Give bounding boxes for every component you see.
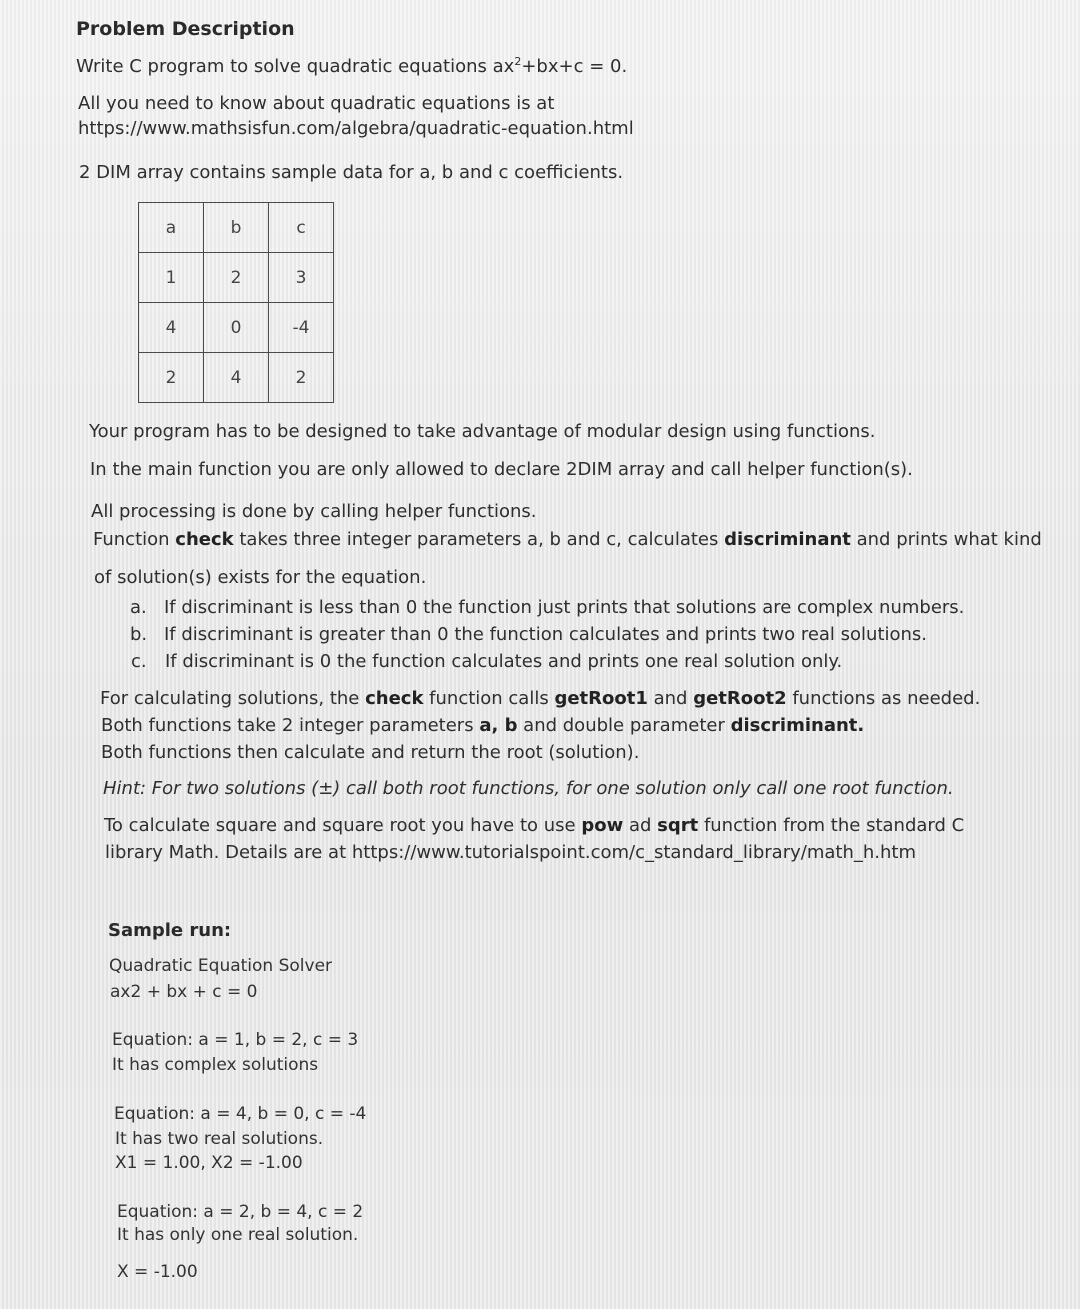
getroot1-keyword: getRoot1 xyxy=(554,688,648,709)
header-a: a xyxy=(139,203,204,253)
check-text: Function xyxy=(93,529,176,550)
equation-1: Equation: a = 1, b = 2, c = 3 xyxy=(112,1030,359,1050)
list-item xyxy=(130,624,927,645)
roots-description xyxy=(100,688,980,709)
table-row xyxy=(139,303,334,353)
solver-formula: ax2 + bx + c = 0 xyxy=(110,982,258,1002)
list-text: If discriminant is 0 the function calculates and prints one real solution only. xyxy=(165,651,843,672)
list-marker: c. xyxy=(131,651,147,672)
table-row xyxy=(139,253,334,303)
check-text: and prints what kind xyxy=(850,529,1042,550)
table-cell: 4 xyxy=(204,353,269,403)
roots-text: and xyxy=(647,688,694,709)
table-cell: 0 xyxy=(204,303,269,353)
solver-title: Quadratic Equation Solver xyxy=(109,956,333,976)
math-library-link[interactable]: library Math. Details are at https://www.tutorialspoint.com/c_standard_library/math_h.htm xyxy=(105,842,916,863)
list-item xyxy=(130,597,964,618)
equation-3-result: It has only one real solution. xyxy=(117,1225,359,1245)
task-line xyxy=(76,55,627,77)
table-cell: 1 xyxy=(139,253,204,303)
getroot2-keyword: getRoot2 xyxy=(693,688,787,709)
equation-1-result: It has complex solutions xyxy=(112,1055,319,1075)
quadratic-link[interactable]: https://www.mathsisfun.com/algebra/quadratic-equation.html xyxy=(78,118,634,139)
roots-text: and double parameter xyxy=(517,715,731,736)
table-cell: 2 xyxy=(269,353,334,403)
equation-2-result: It has two real solutions. xyxy=(115,1129,324,1149)
math-text: ad xyxy=(623,815,658,836)
header-b: b xyxy=(204,203,269,253)
math-text: To calculate square and square root you have to use xyxy=(104,815,582,836)
table-row xyxy=(139,353,334,403)
page-title: Problem Description xyxy=(76,18,295,40)
coefficient-table xyxy=(138,202,334,403)
rule-main-function: In the main function you are only allowed to declare 2DIM array and call helper function(s). xyxy=(90,459,913,480)
sqrt-keyword: sqrt xyxy=(657,815,699,836)
table-cell: 3 xyxy=(269,253,334,303)
table-header-row xyxy=(139,203,334,253)
list-text: If discriminant is less than 0 the function just prints that solutions are complex numbers. xyxy=(164,597,965,618)
rule-modular-design: Your program has to be designed to take advantage of modular design using functions. xyxy=(89,421,876,442)
task-superscript: 2 xyxy=(514,55,522,68)
array-description: 2 DIM array contains sample data for a, b and c coefficients. xyxy=(79,162,624,183)
rule-helper-functions: All processing is done by calling helper functions. xyxy=(91,501,537,522)
table-cell: 2 xyxy=(139,353,204,403)
intro-link-line: All you need to know about quadratic equations is at xyxy=(78,93,555,114)
roots-text: function calls xyxy=(423,688,555,709)
math-text: function from the standard C xyxy=(698,815,965,836)
list-item xyxy=(131,651,842,672)
table-cell: 4 xyxy=(139,303,204,353)
equation-2-roots: X1 = 1.00, X2 = -1.00 xyxy=(115,1153,303,1173)
equation-3: Equation: a = 2, b = 4, c = 2 xyxy=(117,1202,364,1222)
list-marker: a. xyxy=(130,597,147,618)
task-suffix: +bx+c = 0. xyxy=(521,56,628,77)
sample-run-heading: Sample run: xyxy=(108,920,232,941)
math-library-description xyxy=(104,815,964,836)
equation-2: Equation: a = 4, b = 0, c = -4 xyxy=(114,1104,367,1124)
task-prefix: Write C program to solve quadratic equations ax xyxy=(76,56,515,77)
list-marker: b. xyxy=(130,624,148,645)
check-function-description-line2: of solution(s) exists for the equation. xyxy=(94,567,427,588)
roots-text: For calculating solutions, the xyxy=(100,688,366,709)
check-keyword: check xyxy=(365,688,424,709)
pow-keyword: pow xyxy=(581,815,624,836)
check-function-description xyxy=(93,529,1042,550)
ab-keyword: a, b xyxy=(479,715,518,736)
roots-text: Both functions take 2 integer parameters xyxy=(101,715,480,736)
header-c: c xyxy=(269,203,334,253)
list-text: If discriminant is greater than 0 the function calculates and prints two real solutions. xyxy=(164,624,928,645)
table-cell: 2 xyxy=(204,253,269,303)
check-text: takes three integer parameters a, b and c, calculates xyxy=(233,529,725,550)
roots-parameters xyxy=(101,715,864,736)
equation-3-root: X = -1.00 xyxy=(117,1262,198,1282)
roots-text: functions as needed. xyxy=(786,688,981,709)
hint-text: Hint: For two solutions (±) call both root functions, for one solution only call one root function. xyxy=(103,778,954,799)
discriminant-keyword: discriminant xyxy=(724,529,851,550)
discriminant-keyword: discriminant. xyxy=(730,715,865,736)
check-keyword: check xyxy=(175,529,234,550)
table-cell: -4 xyxy=(269,303,334,353)
roots-return: Both functions then calculate and return the root (solution). xyxy=(101,742,640,763)
